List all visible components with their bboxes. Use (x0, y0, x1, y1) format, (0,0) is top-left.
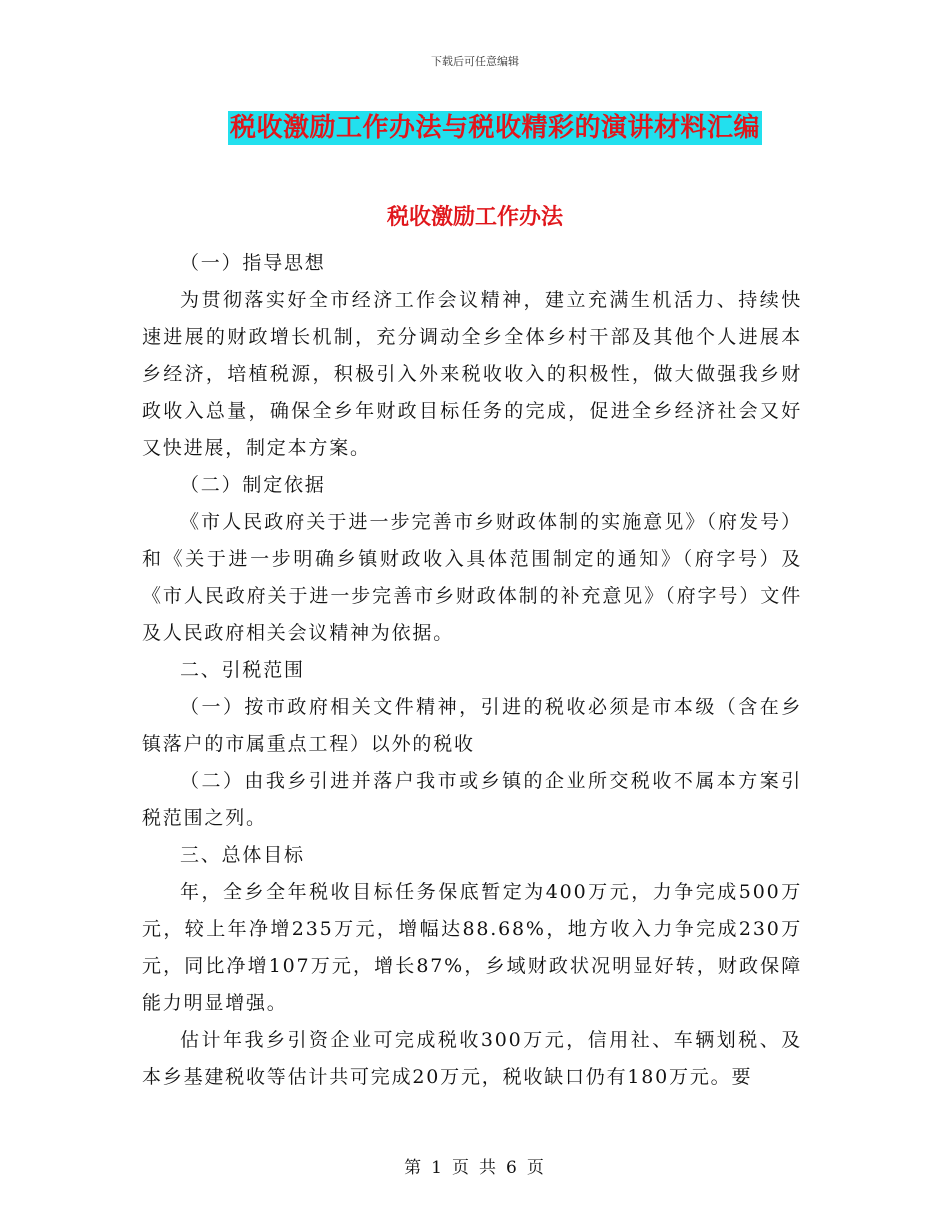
total-label: 共 (479, 1158, 498, 1178)
page-label-prefix: 第 (404, 1158, 424, 1178)
current-page-number: 1 (431, 1158, 444, 1178)
section-title: 税收激励工作办法 (386, 204, 563, 230)
paragraph-heading: （二）制定依据 (180, 474, 326, 496)
main-title-container (0, 111, 950, 145)
page-label-suffix: 页 (526, 1158, 546, 1178)
page-footer (0, 1153, 950, 1178)
paragraph-heading: 二、引税范围 (180, 659, 305, 681)
paragraph: （一）按市政府相关文件精神，引进的税收必须是市本级（含在乡镇落户的市属重点工程）以外的税收 (142, 696, 802, 755)
paragraph: 为贯彻落实好全市经济工作会议精神，建立充满生机活力、持续快速进展的财政增长机制，充分调动全乡全体乡村干部及其他个人进展本乡经济，培植税源，积极引入外来税收收入的积极性，做大做强我乡财政收入总量，确保全乡年财政目标任务的完成，促进全乡经济社会又好又快进展，制定本方案。 (142, 289, 802, 459)
paragraph-heading: 三、总体目标 (180, 844, 305, 866)
document-body (142, 245, 802, 1096)
page-label: 页 (452, 1158, 471, 1178)
paragraph: （二）由我乡引进并落户我市或乡镇的企业所交税收不属本方案引税范围之列。 (142, 770, 802, 829)
total-pages-number: 6 (506, 1158, 519, 1178)
document-main-title: 税收激励工作办法与税收精彩的演讲材料汇编 (229, 113, 760, 143)
paragraph: 年，全乡全年税收目标任务保底暂定为400万元，力争完成500万元，较上年净增235万元，增幅达88.68%，地方收入力争完成230万元，同比净增107万元，增长87%，乡域财政状况明显好转，财政保障能力明显增强。 (142, 881, 802, 1014)
paragraph: 估计年我乡引资企业可完成税收300万元，信用社、车辆划税、及本乡基建税收等估计共可完成20万元，税收缺口仍有180万元。要 (142, 1029, 802, 1088)
page-header-note: 下载后可任意编辑 (431, 55, 519, 68)
paragraph-heading: （一）指导思想 (180, 252, 326, 274)
paragraph: 《市人民政府关于进一步完善市乡财政体制的实施意见》（府发号）和《关于进一步明确乡镇财政收入具体范围制定的通知》（府字号）及《市人民政府关于进一步完善市乡财政体制的补充意见》（府字号）文件及人民政府相关会议精神为依据。 (142, 511, 802, 644)
